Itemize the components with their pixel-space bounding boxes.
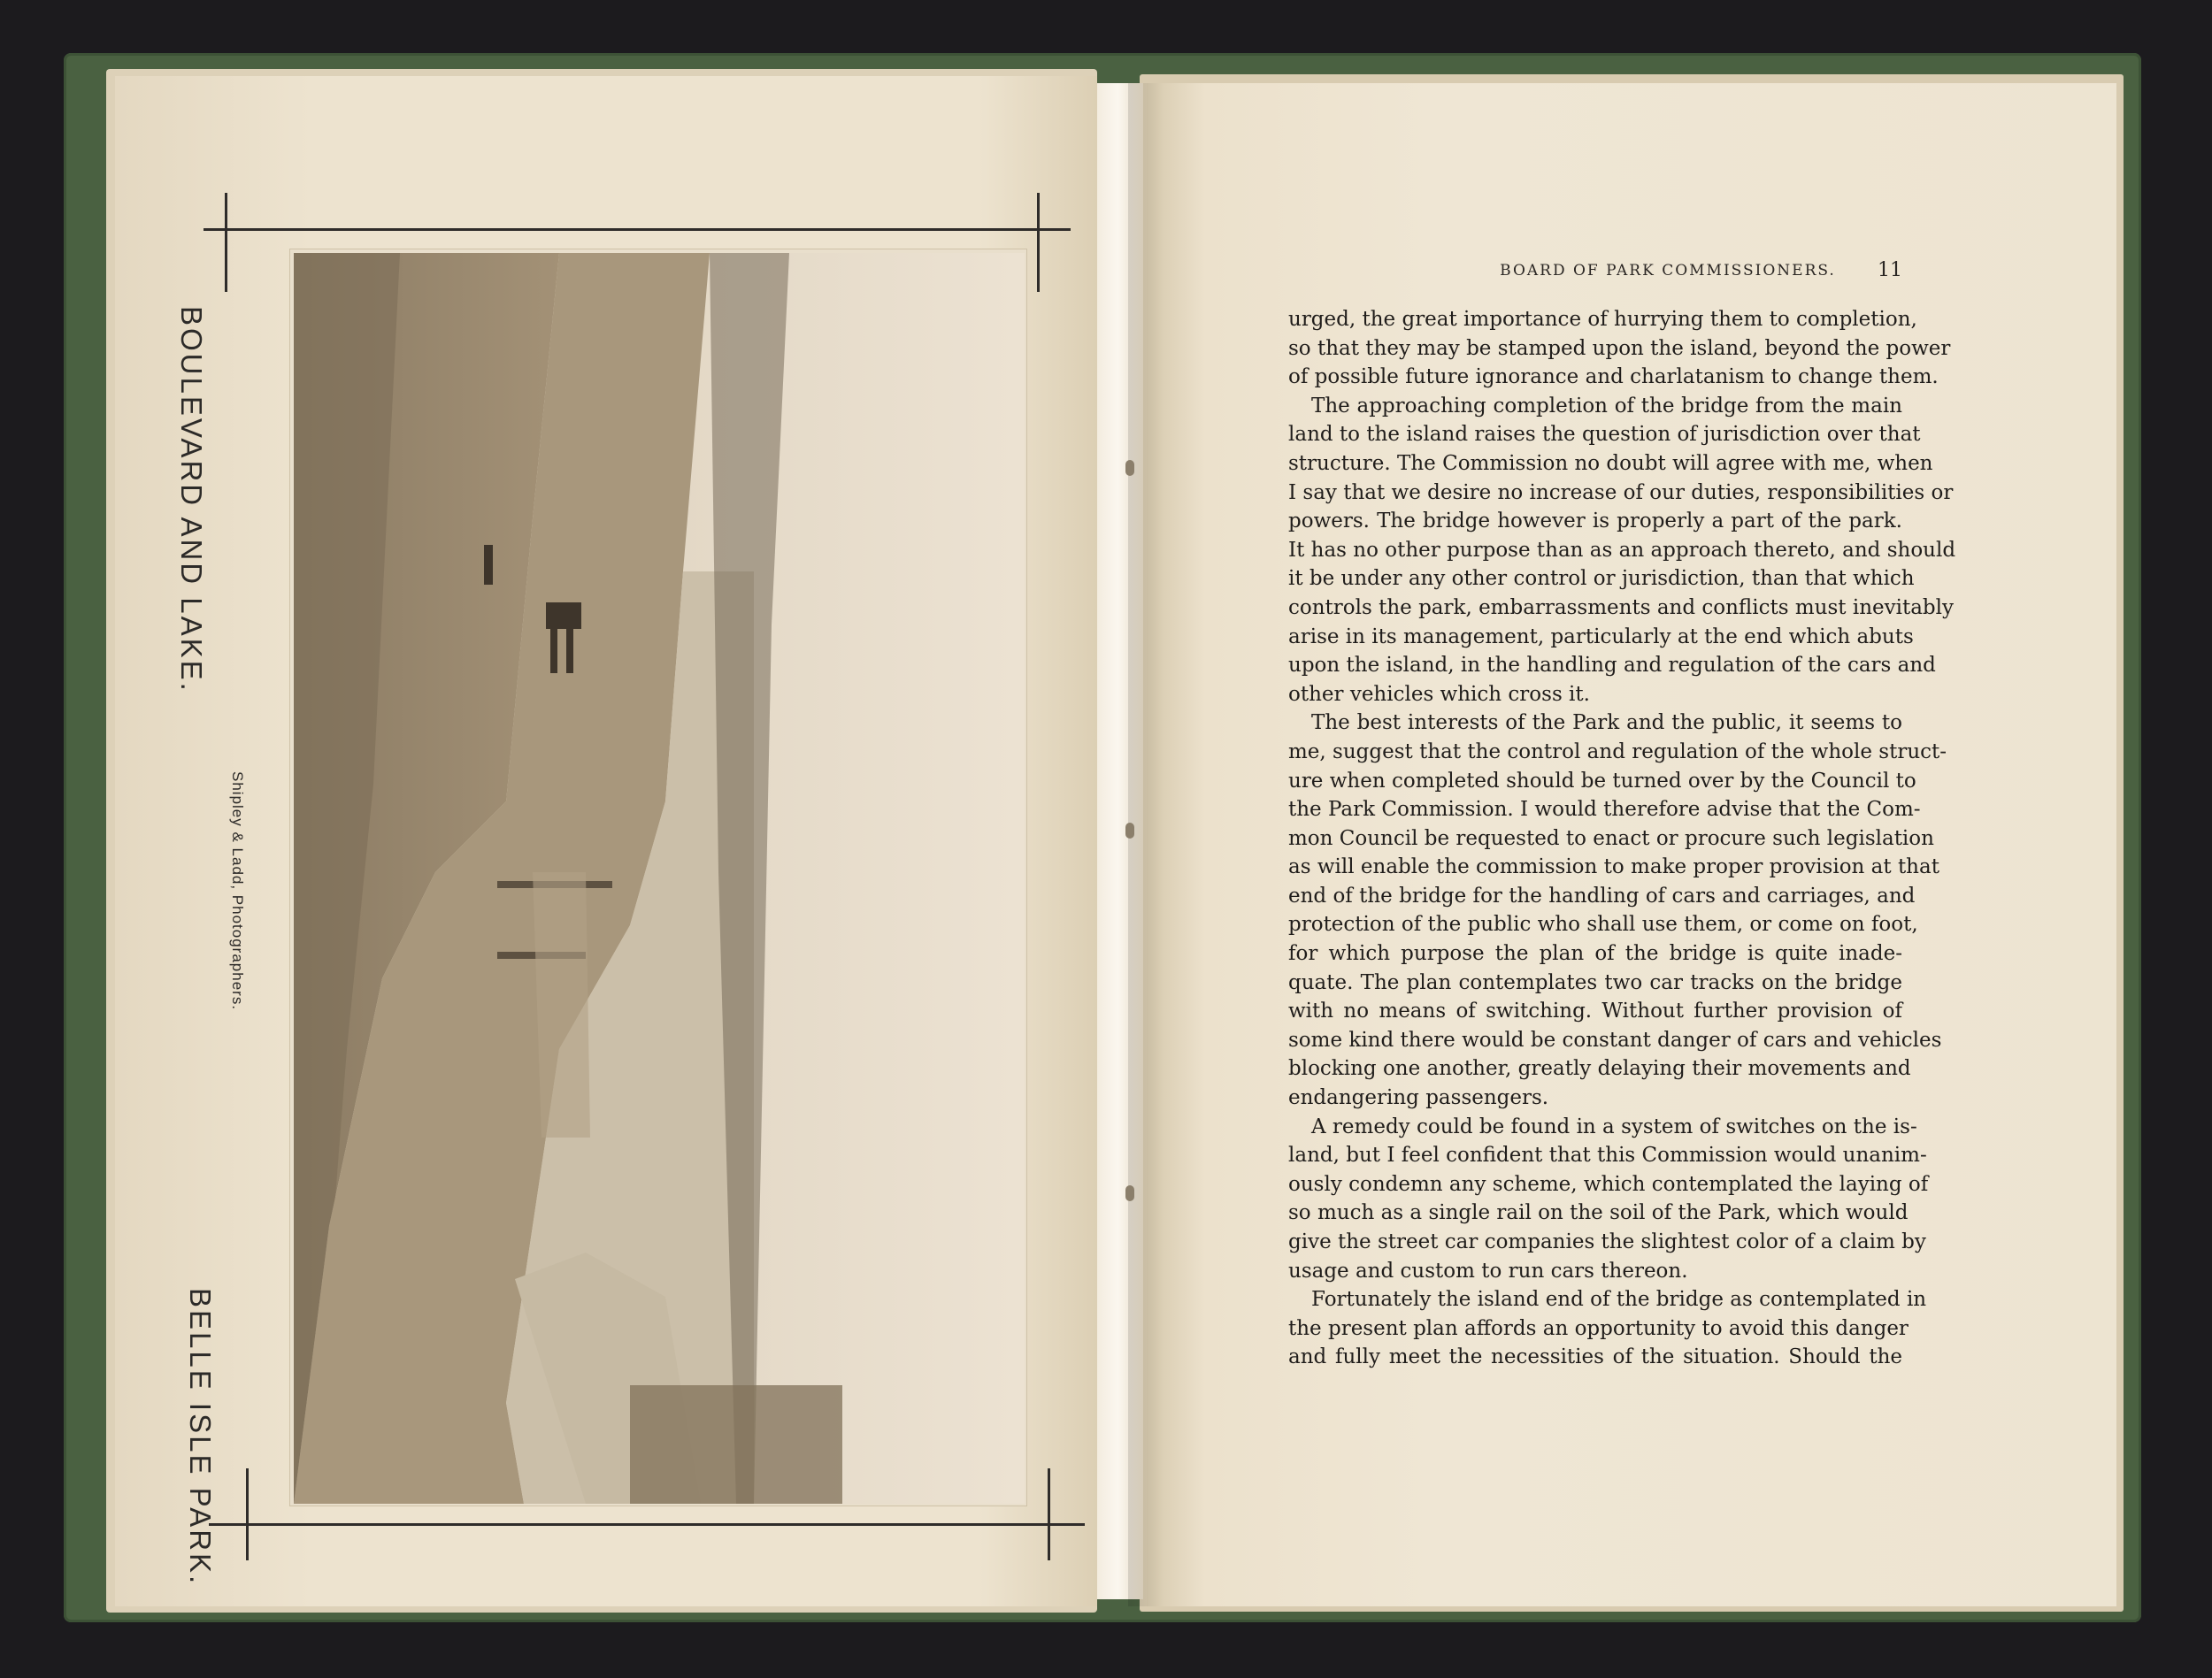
text-line: protection of the public who shall use them, or come on foot, — [1288, 913, 1918, 937]
text-line: of possible future ignorance and charlatanism to change them. — [1288, 365, 1939, 389]
page-number: 11 — [1878, 259, 1902, 281]
frame-rule-top — [204, 228, 1071, 231]
text-line: arise in its management, particularly at the end which abuts — [1288, 624, 1914, 648]
text-line: Fortunately the island end of the bridge as contemplated in — [1311, 1288, 1927, 1312]
text-line: mon Council be requested to enact or procure such legislation — [1288, 826, 1934, 850]
text-line: The approaching completion of the bridge from the main — [1311, 394, 1902, 418]
text-line: It has no other purpose than as an approach thereto, and should — [1288, 538, 1956, 562]
text-line: with no means of switching. Without further provision of — [1288, 1000, 1902, 1023]
text-line: blocking one another, greatly delaying their movements and — [1288, 1057, 1911, 1081]
text-line: so much as a single rail on the soil of the Park, which would — [1288, 1201, 1909, 1225]
caption-bottom: BELLE ISLE PARK. — [184, 1288, 217, 1587]
text-line: end of the bridge for the handling of cars and carriages, and — [1288, 884, 1916, 908]
binding-stitch — [1125, 460, 1134, 476]
gutter-shadow — [1128, 83, 1164, 1606]
text-line: urged, the great importance of hurrying them to completion, — [1288, 308, 1917, 331]
text-line: so that they may be stamped upon the island, beyond the power — [1288, 336, 1951, 360]
running-head: BOARD OF PARK COMMISSIONERS. — [1500, 262, 1836, 280]
text-line: endangering passengers. — [1288, 1086, 1549, 1110]
frame-tick — [1037, 193, 1040, 292]
binding-stitch — [1125, 1185, 1134, 1201]
text-line: other vehicles which cross it. — [1288, 682, 1590, 706]
text-line: ously condemn any scheme, which contemplated the laying of — [1288, 1172, 1929, 1196]
text-line: The best interests of the Park and the public, it seems to — [1311, 711, 1902, 735]
text-line: ure when completed should be turned over by the Council to — [1288, 769, 1916, 793]
text-line: structure. The Commission no doubt will agree with me, when — [1288, 451, 1933, 475]
text-line: controls the park, embarrassments and conflicts must inevitably — [1288, 595, 1954, 619]
text-line: the Park Commission. I would therefore advise that the Com- — [1288, 798, 1921, 822]
text-line: A remedy could be found in a system of switches on the is- — [1311, 1115, 1917, 1138]
photo-illustration — [294, 253, 1025, 1504]
text-line: quate. The plan contemplates two car tracks on the bridge — [1288, 970, 1902, 994]
text-line: as will enable the commission to make proper provision at that — [1288, 855, 1939, 879]
binding-stitch — [1125, 823, 1134, 839]
frame-tick — [246, 1468, 249, 1560]
text-line: upon the island, in the handling and regulation of the cars and — [1288, 654, 1936, 678]
text-line: land, but I feel confident that this Commission would unanim- — [1288, 1144, 1927, 1168]
text-line: me, suggest that the control and regulation of the whole struct- — [1288, 739, 1947, 763]
text-line: usage and custom to run cars thereon. — [1288, 1259, 1688, 1283]
text-line: some kind there would be constant danger of cars and vehicles — [1288, 1028, 1942, 1052]
text-line: land to the island raises the question of jurisdiction over that — [1288, 423, 1921, 447]
text-line: give the street car companies the slightest color of a claim by — [1288, 1230, 1926, 1253]
photograph — [294, 253, 1025, 1504]
text-line: for which purpose the plan of the bridge is quite inade- — [1288, 942, 1902, 966]
text-line: it be under any other control or jurisdiction, than that which — [1288, 567, 1915, 591]
frame-tick — [225, 193, 227, 292]
text-line: and fully meet the necessities of the situation. Should the — [1288, 1345, 1902, 1369]
text-line: powers. The bridge however is properly a part of the park. — [1288, 510, 1902, 533]
frame-tick — [1048, 1468, 1050, 1560]
body-text — [1288, 305, 1956, 1372]
text-line: I say that we desire no increase of our duties, responsibilities or — [1288, 480, 1954, 504]
caption-top: BOULEVARD AND LAKE. — [175, 306, 208, 693]
frame-rule-bottom — [209, 1523, 1085, 1526]
text-line: the present plan affords an opportunity to avoid this danger — [1288, 1316, 1909, 1340]
photographer-credit: Shipley & Ladd, Photographers. — [229, 771, 246, 1011]
